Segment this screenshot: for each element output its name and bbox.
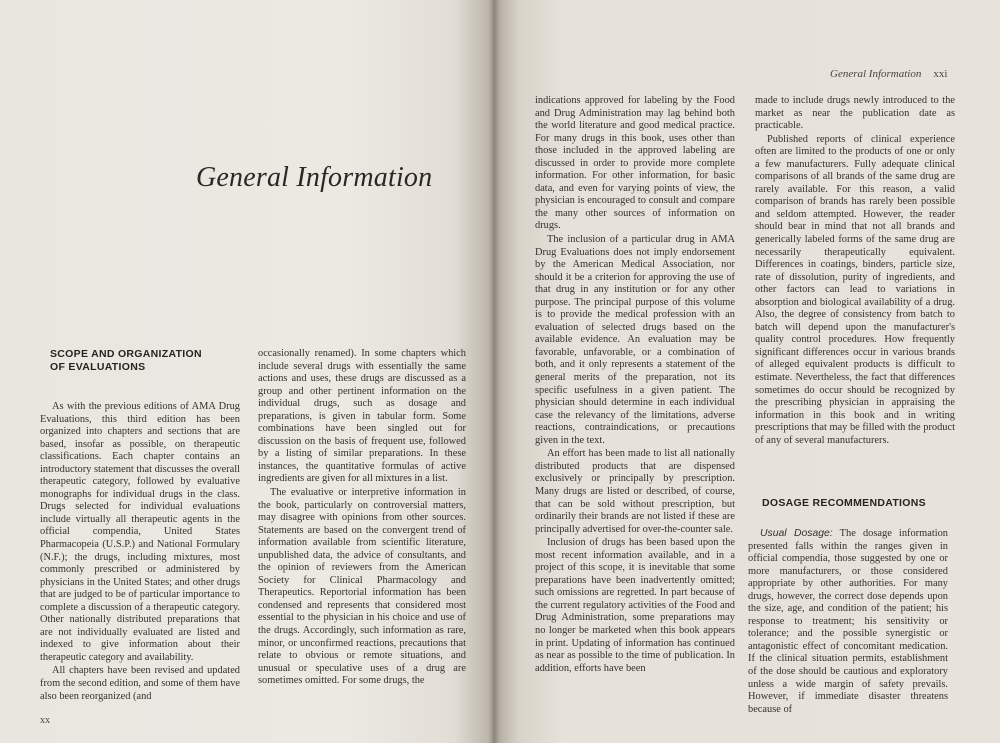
running-head (830, 68, 947, 80)
left-page-number: xx (40, 715, 50, 726)
text-column-4-continued (748, 528, 948, 716)
text-column-1 (40, 401, 240, 703)
text-column-3 (535, 95, 735, 675)
usual-dosage-text: The dosage information presented falls within the ranges given in official compendia, those suggested by one or more manufacturers, or those considered appropriate by other authorities. For many drugs, however, the correct dose depends upon the size, age, and condition of the patient; his response to treatment; his sensitivity or tolerance; and the possible synergistic or antagonistic effect of concomitant medication. If the clinical situation permits, establishment of the dose should be cautious and exploratory unless a wide margin of safety prevails. However, if immediate disaster threatens because of (748, 528, 948, 715)
paragraph: All chapters have been revised and updated from the second edition, and some of them have also been reorganized (and (40, 665, 240, 702)
section-heading-scope-line1: SCOPE AND ORGANIZATION (50, 348, 202, 360)
right-page-number: xxi (933, 68, 948, 80)
text-column-2 (258, 348, 466, 688)
paragraph (748, 528, 948, 716)
running-head-title: General Information (830, 68, 922, 80)
chapter-title: General Information (196, 161, 433, 193)
paragraph: The inclusion of a particular drug in AMA Drug Evaluations does not imply endorsement by the American Medical Association, nor should it be a criterion for approving the use of that drug in any institution or for any other purpose. The principal purpose of this volume is to provide the medical profession with an evaluation of selected drugs based on the available evidence. An evaluation may be favorable, unfavorable, or a combination of both, and it only represents a statement of the general merits of the preparation, not its specific usefulness in a given patient. The physician should determine in each individual case the relevancy of the limitations, adverse reactions, contraindications, or precautions given in the text. (535, 234, 735, 446)
text-column-4 (755, 95, 955, 447)
book-gutter (488, 0, 500, 743)
paragraph: indications approved for labeling by the Food and Drug Administration may lag behind both the world literature and good medical practice. For many drugs in this book, uses other than those included in the approved labeling are discussed in order to provide more complete information. For other information, for basic data, and even for varying points of view, the physician is encouraged to consult and compare the many other sources of information on drugs. (535, 95, 735, 232)
section-heading-scope (50, 348, 202, 374)
paragraph: The evaluative or interpretive information in the book, particularly on controversial matters, may disagree with opinions from other sources. Statements are based on the convergent trend of information available from scientific literature, unpublished data, the advice of consultants, and the opinion of reviewers from the American Society for Clinical Pharmacology and Therapeutics. Reportorial information has been condensed and represents that considered most essential to the physician in his choice and use of the drugs. Accordingly, such information as rare, minor, or unconfirmed reactions, precautions that relate to obvious or remote situations, and unusual or speculative uses of a drug are sometimes omitted. For some drugs, the (258, 487, 466, 687)
paragraph: Published reports of clinical experience often are limited to the products of one or only a few manufacturers. Fully adequate clinical comparisons of all brands of the same drug are rarely available. For this reason, a valid comparison of brands has rarely been possible and seldom attempted. However, the reader should bear in mind that not all brands and generically labeled forms of the same drug are necessarily therapeutically equivalent. Differences in coatings, binders, particle size, rate of dissolution, purity of ingredients, and other factors can lead to variations in absorption and biological availability of a drug. Also, the degree of consistency from batch to batch will depend upon the manufacturer's quality control procedures. How frequently significant differences occur in various brands of alleged equivalent products is difficult to estimate. Nevertheless, the fact that differences sometimes do occur should be recognized by the prescribing physician in appraising the information in this book and in writing prescriptions that may be filled with the product of any of several manufacturers. (755, 133, 955, 446)
section-heading-dosage: DOSAGE RECOMMENDATIONS (762, 497, 926, 509)
usual-dosage-term: Usual Dosage: (760, 528, 833, 539)
paragraph: Inclusion of drugs has been based upon the most recent information available, and in a project of this scope, it is inevitable that some preparations have been inadvertently omitted; such omissions are regretted. In part because of the current regulatory activities of the Food and Drug Administration, some preparations may no longer be marketed when this book appears in print. Updating of information has continued as near as possible to the time of publication. In addition, efforts have been (535, 537, 735, 674)
paragraph: occasionally renamed). In some chapters which include several drugs with essentially the same actions and uses, these drugs are discussed as a group and other pertinent information on the individual drugs, such as dosage and preparations, is given in tabular form. Some combinations have been singled out for discussion on the basis of frequent use, followed by a listing of similar preparations. In these instances, the quantitative formulas of active ingredients are given for all mixtures in a list. (258, 348, 466, 485)
section-heading-scope-line2: OF EVALUATIONS (50, 361, 146, 373)
paragraph: As with the previous editions of AMA Drug Evaluations, this third edition has been organized into chapters and sections that are based, insofar as possible, on therapeutic classifications. Each chapter contains an introductory statement that discusses the overall therapeutic category, followed by evaluative monographs for individual drugs in the class. Drugs selected for individual evaluations include virtually all therapeutic agents in the official compendia, United States Pharmacopeia (U.S.P.) and National Formulary (N.F.); the drugs, including mixtures, most commonly prescribed or administered by physicians in the United States; and other drugs that are judged to be of particular importance to complete a discussion of a therapeutic category. Other nationally distributed preparations that are not individually evaluated are listed and indexed to give information about their therapeutic category and availability. (40, 401, 240, 663)
paragraph: made to include drugs newly introduced to the market as near the publication date as practicable. (755, 95, 955, 132)
left-page (0, 0, 493, 743)
paragraph: An effort has been made to list all nationally distributed products that are dispensed exclusively or principally by prescription. Many drugs are listed or described, of course, that can be sold without prescription, but ordinarily their brands are not listed if these are principally advertised for over-the-counter sale. (535, 448, 735, 535)
